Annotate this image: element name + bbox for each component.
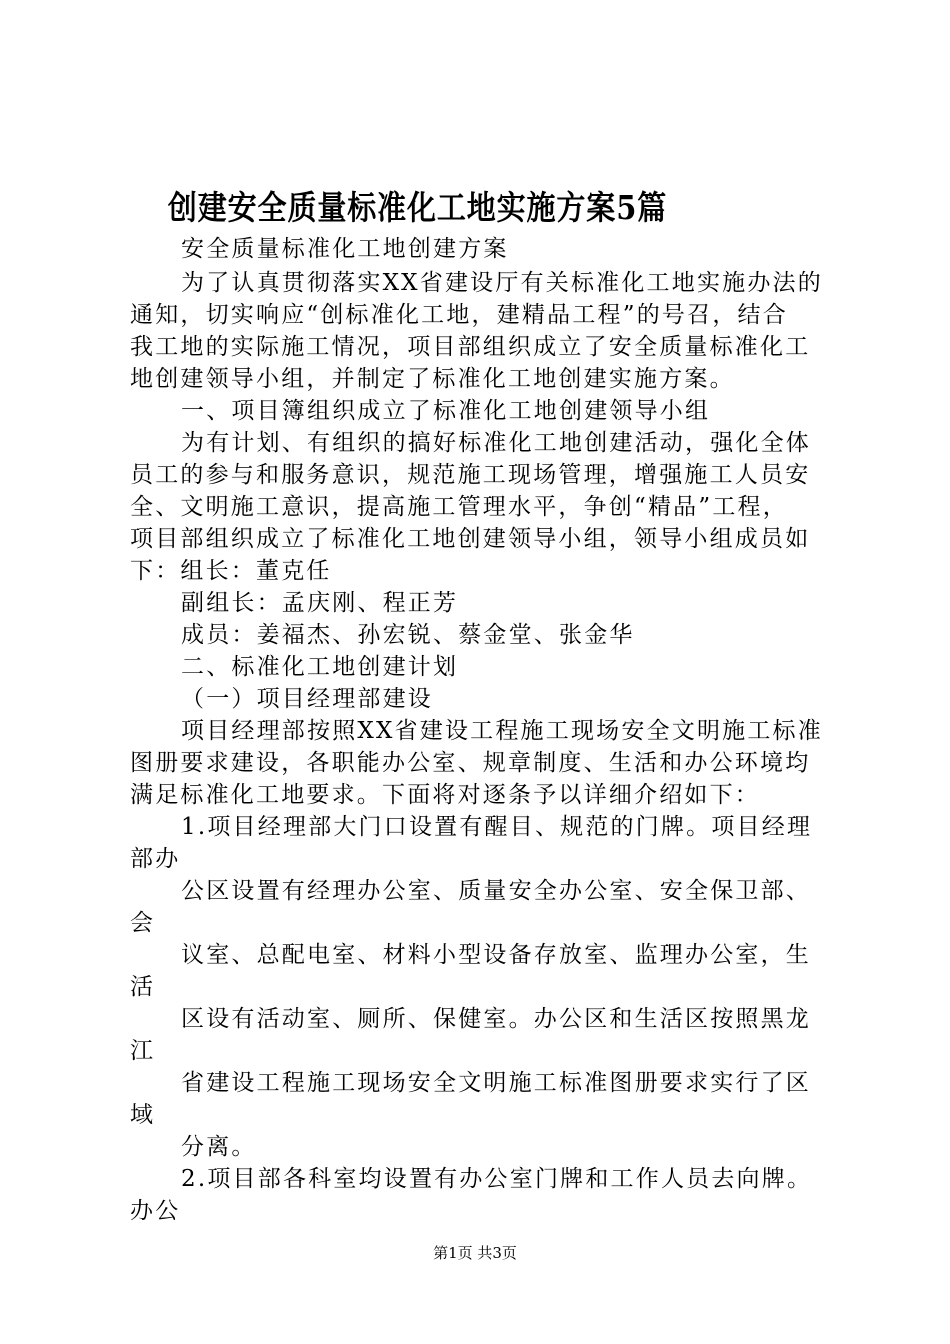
paragraph-line: 项目部组织成立了标准化工地创建领导小组，领导小组成员如 xyxy=(130,526,811,552)
paragraph-line: 活 xyxy=(130,974,156,1000)
paragraph-line: 部办 xyxy=(130,846,181,872)
page-footer: 第1页 共3页 xyxy=(433,1244,517,1262)
paragraph-line: 域 xyxy=(130,1102,156,1128)
paragraph-line: 通知，切实响应“创标准化工地，建精品工程”的号召，结合 xyxy=(130,302,788,328)
section-heading: 一、项目簿组织成立了标准化工地创建领导小组 xyxy=(181,398,711,424)
paragraph-line: 地创建领导小组，并制定了标准化工地创建实施方案。 xyxy=(130,366,735,392)
paragraph-line: 我工地的实际施工情况，项目部组织成立了安全质量标准化工 xyxy=(130,334,811,360)
paragraph-line: 成员：姜福杰、孙宏锐、蔡金堂、张金华 xyxy=(181,622,635,648)
paragraph-line: 图册要求建设，各职能办公室、规章制度、生活和办公环境均 xyxy=(130,750,811,776)
paragraph-line: 省建设工程施工现场安全文明施工标准图册要求实行了区 xyxy=(181,1070,811,1096)
paragraph-line: 办公 xyxy=(130,1198,181,1224)
paragraph-line: 副组长：孟庆刚、程正芳 xyxy=(181,590,459,616)
paragraph-line: 分离。 xyxy=(181,1134,257,1160)
paragraph-line: 下：组长：董克任 xyxy=(130,558,332,584)
paragraph-line: 全、文明施工意识，提高施工管理水平，争创“精品”工程， xyxy=(130,494,788,520)
paragraph-line: 议室、总配电室、材料小型设备存放室、监理办公室，生 xyxy=(181,942,811,968)
paragraph-line: 2.项目部各科室均设置有办公室门牌和工作人员去向牌。 xyxy=(181,1166,813,1192)
paragraph-line: 1.项目经理部大门口设置有醒目、规范的门牌。项目经理 xyxy=(181,814,813,840)
paragraph-line: 区设有活动室、厕所、保健室。办公区和生活区按照黑龙 xyxy=(181,1006,811,1032)
paragraph-line: 会 xyxy=(130,910,156,936)
paragraph-line: 为有计划、有组织的搞好标准化工地创建活动，强化全体 xyxy=(181,430,811,456)
paragraph-line: 满足标准化工地要求。下面将对逐条予以详细介绍如下： xyxy=(130,782,760,808)
paragraph-line: 项目经理部按照XX省建设工程施工现场安全文明施工标准 xyxy=(181,718,823,744)
paragraph-line: 为了认真贯彻落实XX省建设厅有关标准化工地实施办法的 xyxy=(181,270,823,296)
subsection-heading: （一）项目经理部建设 xyxy=(181,686,433,712)
document-title: 创建安全质量标准化工地实施方案5篇 xyxy=(167,188,668,227)
paragraph-line: 员工的参与和服务意识，规范施工现场管理，增强施工人员安 xyxy=(130,462,811,488)
paragraph-line: 江 xyxy=(130,1038,156,1064)
section-heading: 二、标准化工地创建计划 xyxy=(181,654,459,680)
paragraph-line: 安全质量标准化工地创建方案 xyxy=(181,236,509,262)
paragraph-line: 公区设置有经理办公室、质量安全办公室、安全保卫部、 xyxy=(181,878,811,904)
